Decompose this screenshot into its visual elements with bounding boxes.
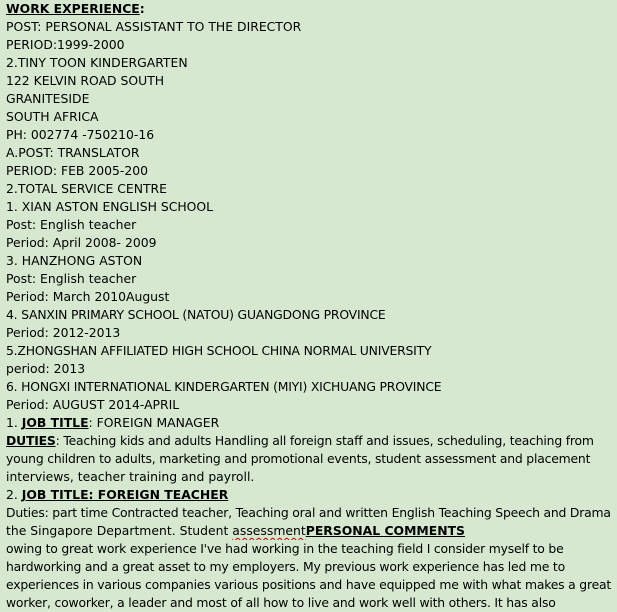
job2-title-label: JOB TITLE: FOREIGN TEACHER xyxy=(21,487,229,502)
text-line: 5.ZHONGSHAN AFFILIATED HIGH SCHOOL CHINA NORMAL UNIVERSITY xyxy=(6,343,432,358)
text-line: Period: April 2008- 2009 xyxy=(6,235,157,250)
personal-comments-heading: PERSONAL COMMENTS xyxy=(305,523,465,538)
text-line: 2.TINY TOON KINDERGARTEN xyxy=(6,55,188,70)
text-line: 2.TOTAL SERVICE CENTRE xyxy=(6,181,167,196)
work-experience-heading: WORK EXPERIENCE xyxy=(6,1,140,16)
text-line: GRANITESIDE xyxy=(6,91,90,106)
text-line: period: 2013 xyxy=(6,361,86,376)
job1-prefix: 1. xyxy=(6,415,22,430)
job-title-line-2 xyxy=(6,486,611,504)
spellcheck-word: assessment xyxy=(232,523,306,538)
comments-line: owing to great work experience I've had working in the teaching field I consider myself to be xyxy=(6,541,564,556)
comments-line: hardworking and a great asset to my employers. My previous work experience has led me to xyxy=(6,559,565,574)
text-line: 1. XIAN ASTON ENGLISH SCHOOL xyxy=(6,199,214,214)
heading-colon: : xyxy=(139,1,145,16)
text-line: Post: English teacher xyxy=(6,271,137,286)
duties1-line-3: interviews, teacher training and payroll. xyxy=(6,469,255,484)
text-line: PH: 002774 -750210-16 xyxy=(6,127,155,142)
text-line: PERIOD:1999-2000 xyxy=(6,37,125,52)
text-line: Period: 2012-2013 xyxy=(6,325,121,340)
comments-line: experiences in various companies various positions and have equipped me with what makes a great xyxy=(6,577,611,592)
section-heading xyxy=(6,0,611,18)
comments-line: worker, coworker, a leader and most of all how to live and work well with others. It has also xyxy=(6,595,556,610)
text-line: Period: AUGUST 2014-APRIL xyxy=(6,397,180,412)
text-line: Post: English teacher xyxy=(6,217,137,232)
duties1-line-1 xyxy=(6,432,611,450)
duties1-line-2: young children to adults, marketing and promotional events, student assessment and placement xyxy=(6,451,591,466)
job2-prefix: 2. xyxy=(6,487,22,502)
text-line: SOUTH AFRICA xyxy=(6,109,99,124)
text-line: POST: PERSONAL ASSISTANT TO THE DIRECTOR xyxy=(6,19,302,34)
duties2-text: the Singapore Department. Student xyxy=(6,523,233,538)
job1-title-value: : FOREIGN MANAGER xyxy=(88,415,220,430)
text-line: 3. HANZHONG ASTON xyxy=(6,253,143,268)
duties2-line-1: Duties: part time Contracted teacher, Teaching oral and written English Teaching Speech and Drama xyxy=(6,505,611,520)
duties1-label: DUTIES xyxy=(6,433,56,448)
text-line: 6. HONGXI INTERNATIONAL KINDERGARTEN (MIYI) XICHUANG PROVINCE xyxy=(6,379,442,394)
job1-title-label: JOB TITLE xyxy=(21,415,89,430)
text-line: 4. SANXIN PRIMARY SCHOOL (NATOU) GUANGDONG PROVINCE xyxy=(6,307,386,322)
text-line: A.POST: TRANSLATOR xyxy=(6,145,140,160)
job-title-line-1 xyxy=(6,414,611,432)
text-line: 122 KELVIN ROAD SOUTH xyxy=(6,73,165,88)
text-line: Period: March 2010August xyxy=(6,289,170,304)
duties1-text: : Teaching kids and adults Handling all foreign staff and issues, scheduling, teaching from xyxy=(55,433,594,448)
text-line: PERIOD: FEB 2005-200 xyxy=(6,163,149,178)
duties2-line-2 xyxy=(6,522,611,540)
